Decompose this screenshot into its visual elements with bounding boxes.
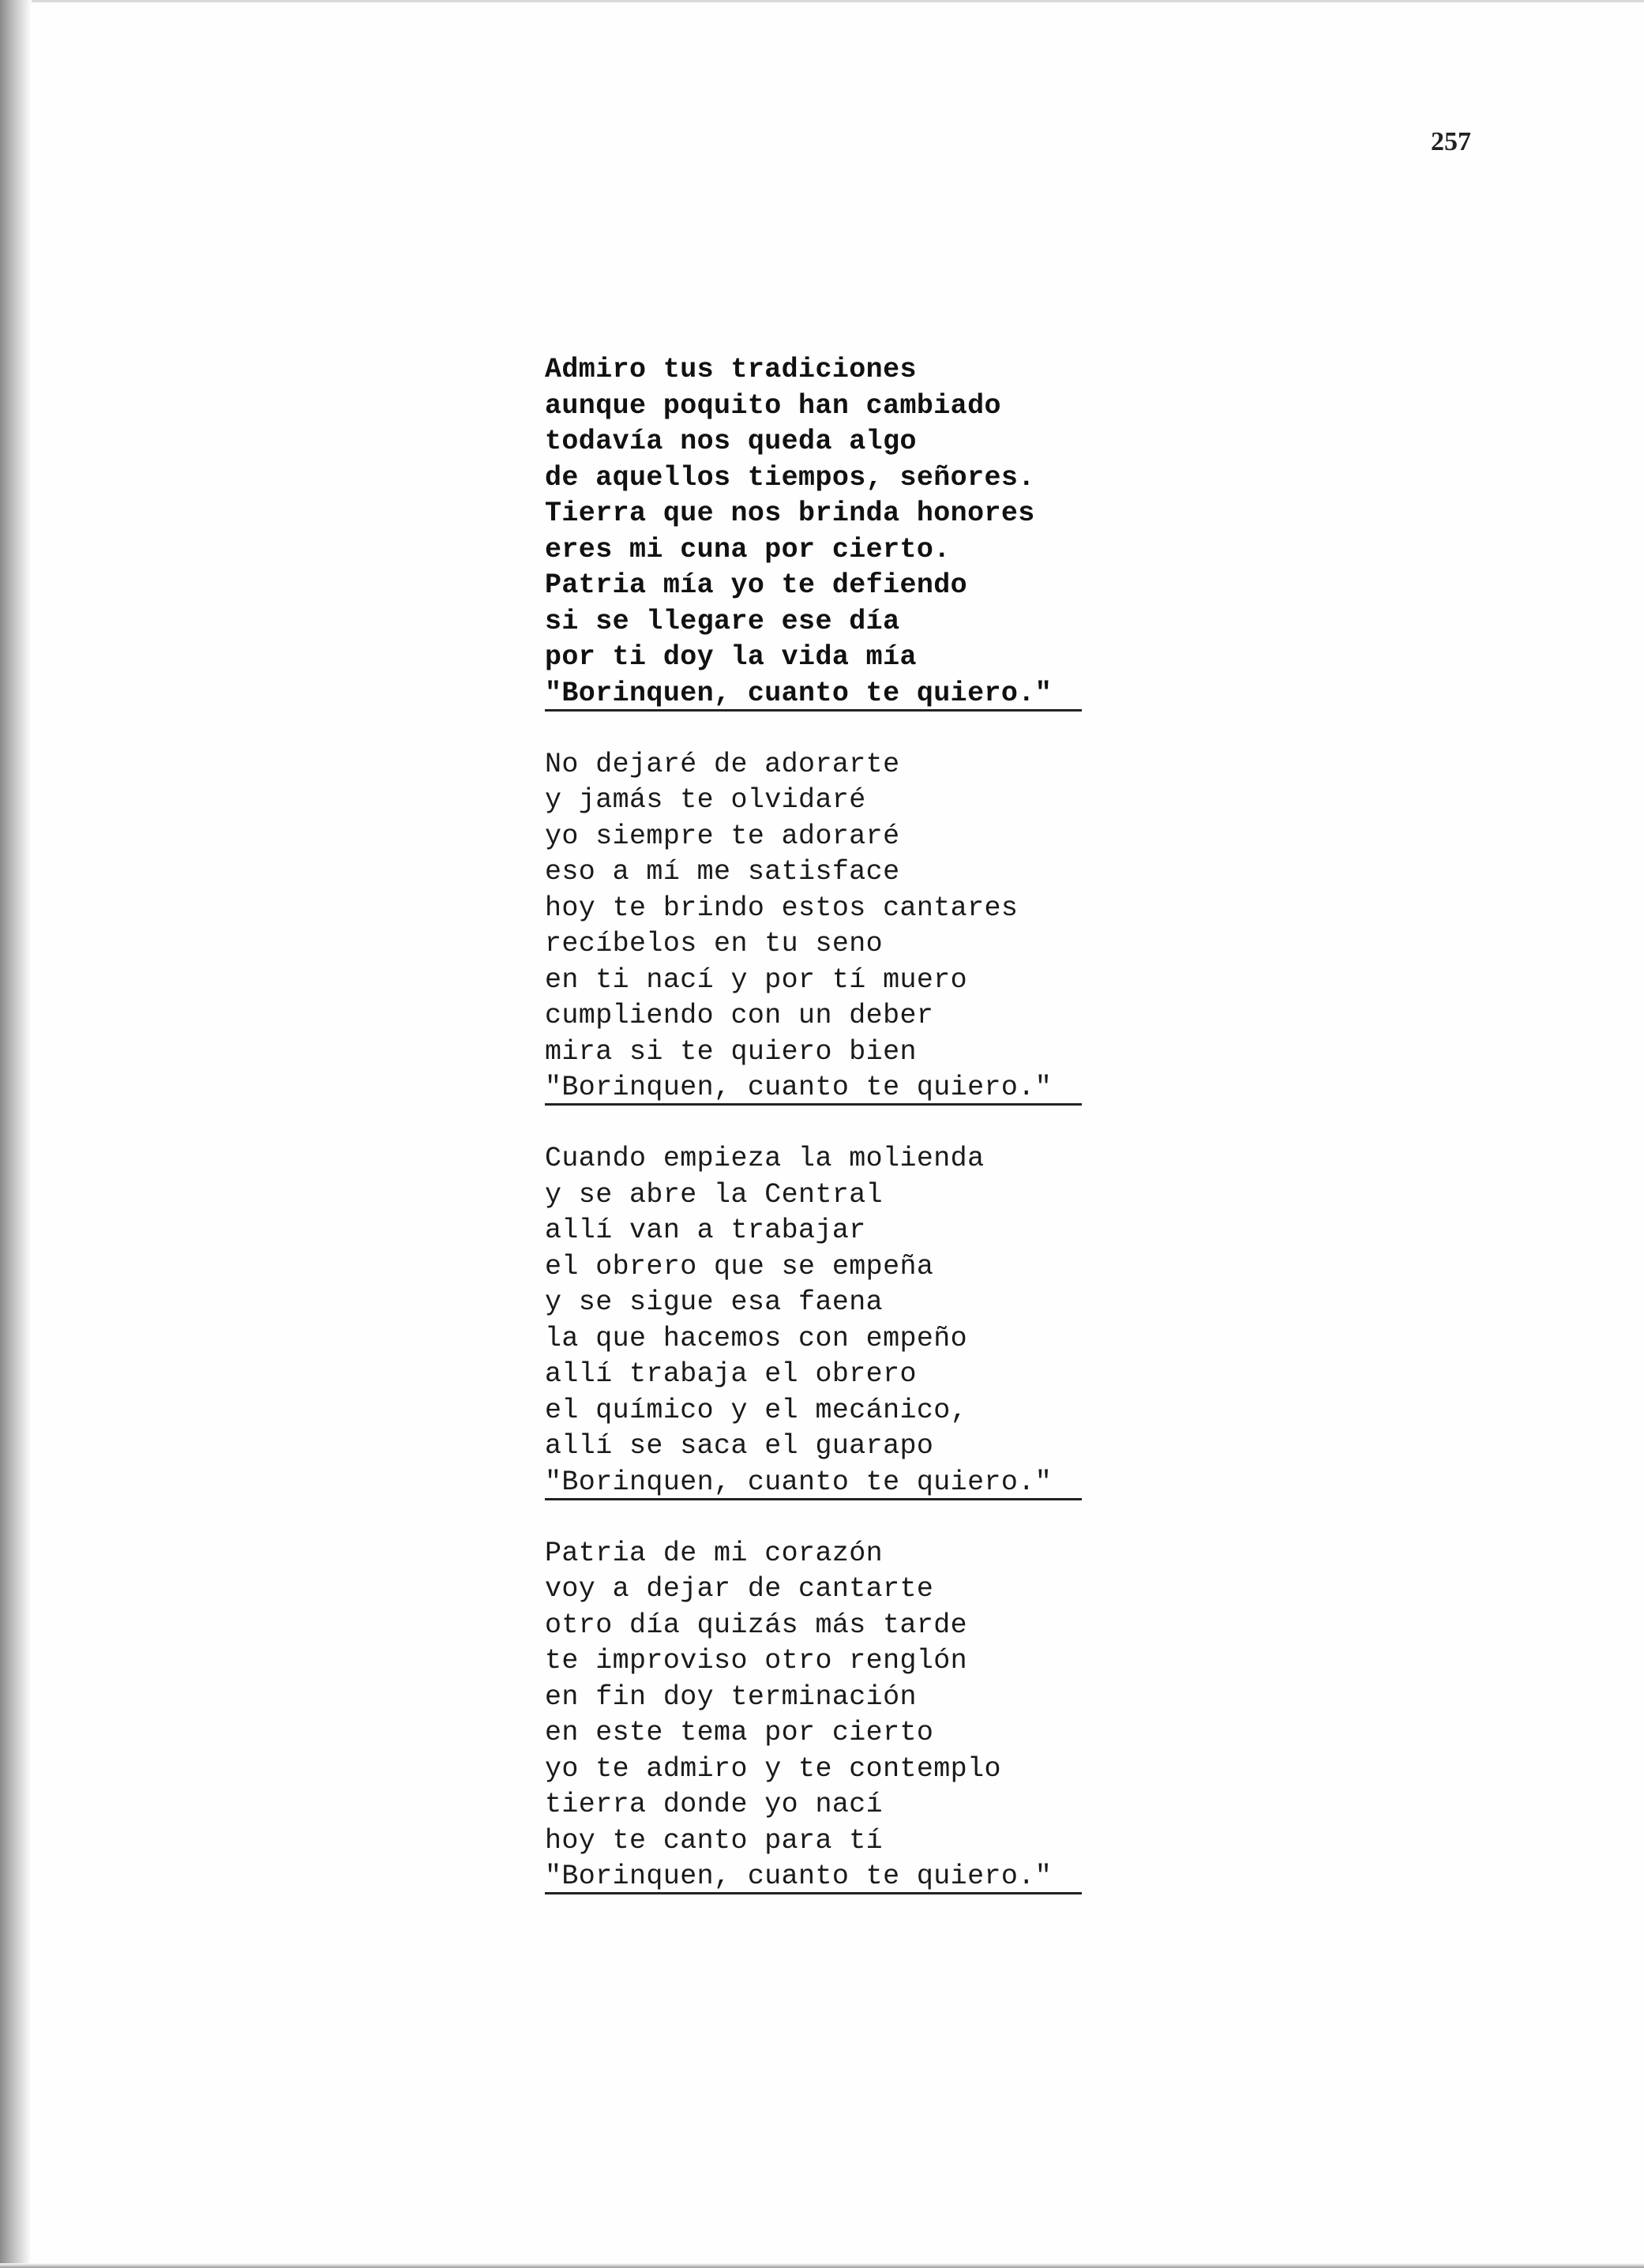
poem-line: y se sigue esa faena (545, 1286, 884, 1318)
poem-line: el obrero que se empeña (545, 1250, 934, 1282)
poem-line: recíbelos en tu seno (545, 928, 884, 959)
poem-line: Patria de mi corazón (545, 1537, 884, 1569)
poem-line: otro día quizás más tarde (545, 1609, 968, 1641)
poem-line: en fin doy terminación (545, 1680, 917, 1713)
poem-line: eso a mí me satisface (545, 856, 900, 888)
poem-line: No dejaré de adorarte (545, 748, 900, 780)
poem-line: cumpliendo con un deber (545, 1000, 934, 1031)
refrain-line: "Borinquen, cuanto te quiero." (545, 1466, 1082, 1500)
poem-line: yo siempre te adoraré (545, 820, 900, 852)
poem-line: Admiro tus tradiciones (545, 354, 917, 385)
stanza-2 (545, 747, 1113, 1106)
poem (545, 352, 1113, 1930)
poem-line: por ti doy la vida mía (545, 641, 917, 673)
poem-line: y se abre la Central (545, 1178, 884, 1211)
poem-line: eres mi cuna por cierto. (545, 533, 951, 565)
page-top-edge (0, 0, 1644, 2)
poem-line: Cuando empieza la molienda (545, 1143, 985, 1174)
poem-line: si se llegare ese día (545, 605, 900, 637)
poem-line: aunque poquito han cambiado (545, 389, 1001, 422)
poem-line: allí se saca el guarapo (545, 1430, 934, 1462)
poem-line: tierra donde yo nací (545, 1789, 884, 1820)
poem-line: allí van a trabajar (545, 1215, 866, 1246)
poem-line: yo te admiro y te contemplo (545, 1752, 1001, 1785)
stanza-4 (545, 1536, 1113, 1895)
refrain-line: "Borinquen, cuanto te quiero." (545, 678, 1082, 712)
poem-line: de aquellos tiempos, señores. (545, 461, 1035, 494)
refrain-line: "Borinquen, cuanto te quiero." (545, 1861, 1082, 1894)
page-number: 257 (1431, 127, 1471, 156)
stanza-1 (545, 352, 1113, 712)
poem-line: mira si te quiero bien (545, 1035, 917, 1068)
poem-line: el químico y el mecánico, (545, 1394, 968, 1426)
poem-line: la que hacemos con empeño (545, 1322, 968, 1354)
poem-line: voy a dejar de cantarte (545, 1573, 934, 1605)
poem-line: y jamás te olvidaré (545, 784, 866, 816)
poem-line: Tierra que nos brinda honores (545, 498, 1035, 529)
poem-line: te improviso otro renglón (545, 1645, 968, 1677)
scan-bottom-edge (0, 2263, 1644, 2268)
refrain-line: "Borinquen, cuanto te quiero." (545, 1072, 1082, 1106)
poem-line: en este tema por cierto (545, 1717, 934, 1748)
poem-line: Patria mía yo te defiendo (545, 569, 968, 601)
poem-line: allí trabaja el obrero (545, 1358, 917, 1390)
poem-line: en ti nací y por tí muero (545, 963, 968, 996)
stanza-3 (545, 1141, 1113, 1500)
poem-line: todavía nos queda algo (545, 426, 917, 457)
scan-left-shadow (0, 0, 32, 2268)
poem-line: hoy te brindo estos cantares (545, 892, 1019, 924)
poem-line: hoy te canto para tí (545, 1824, 884, 1857)
